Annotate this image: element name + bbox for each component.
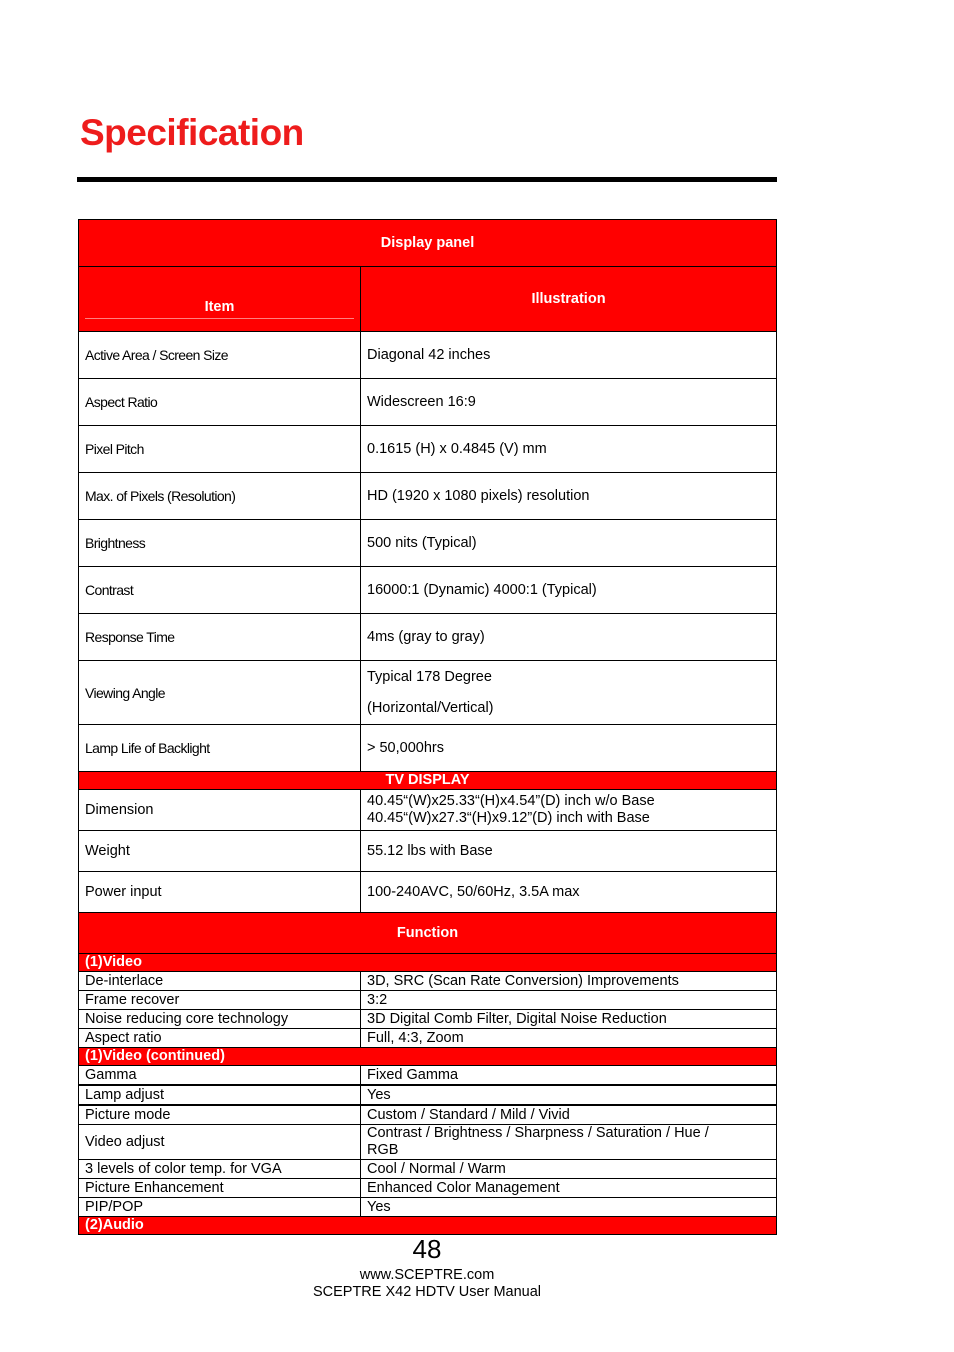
spec-value-line: RGB: [367, 1142, 399, 1158]
spec-value-line: Contrast / Brightness / Sharpness / Saturation / Hue /: [367, 1125, 709, 1141]
tv-display-header: TV DISPLAY: [79, 772, 777, 790]
spec-value: [361, 661, 777, 725]
footer-website: www.SCEPTRE.com: [359, 1267, 495, 1283]
spec-item: Aspect ratio: [79, 1029, 361, 1048]
title-rule: [77, 177, 777, 182]
spec-value-line: 40.45“(W)x27.3“(H)x9.12”(D) inch with Base: [367, 810, 650, 826]
spec-item: Lamp Life of Backlight: [79, 725, 361, 772]
spec-item: Picture Enhancement: [79, 1179, 361, 1198]
table-row: [79, 1066, 777, 1086]
spec-item: 3 levels of color temp. for VGA: [79, 1160, 361, 1179]
spec-item: Weight: [79, 831, 361, 872]
spec-table: [78, 219, 776, 1235]
spec-value: Cool / Normal / Warm: [361, 1160, 777, 1179]
table-row: [79, 991, 777, 1010]
function-header: Function: [79, 913, 777, 954]
table-row: [79, 1085, 777, 1105]
audio-header-row: [79, 1217, 777, 1235]
spec-value: Yes: [361, 1085, 777, 1105]
tv-display-header-row: [79, 772, 777, 790]
table-row: [79, 831, 777, 872]
spec-item: Aspect Ratio: [79, 379, 361, 426]
spec-value: 0.1615 (H) x 0.4845 (V) mm: [361, 426, 777, 473]
spec-item: Frame recover: [79, 991, 361, 1010]
spec-value-line: (Horizontal/Vertical): [367, 699, 494, 716]
col-illustration-header: Illustration: [361, 267, 777, 332]
function-header-row: [79, 913, 777, 954]
table-row: [79, 1125, 777, 1160]
table-row: [79, 614, 777, 661]
col-item-header: [79, 267, 361, 332]
col-item-label: Item: [85, 298, 354, 319]
spec-value: HD (1920 x 1080 pixels) resolution: [361, 473, 777, 520]
table-row: [79, 1105, 777, 1125]
spec-value: 500 nits (Typical): [361, 520, 777, 567]
table-row: [79, 1179, 777, 1198]
table-row: [79, 1198, 777, 1217]
table-row: [79, 725, 777, 772]
table-row: [79, 520, 777, 567]
spec-item: Active Area / Screen Size: [79, 332, 361, 379]
spec-value: Diagonal 42 inches: [361, 332, 777, 379]
display-panel-header-row: [79, 220, 777, 267]
spec-value: 3D, SRC (Scan Rate Conversion) Improvements: [361, 972, 777, 991]
spec-item: Viewing Angle: [79, 661, 361, 725]
table-row: [79, 332, 777, 379]
spec-item: Lamp adjust: [79, 1085, 361, 1105]
table-row: [79, 1160, 777, 1179]
table-row: [79, 1010, 777, 1029]
table-row: [79, 426, 777, 473]
spec-item: PIP/POP: [79, 1198, 361, 1217]
spec-value: Full, 4:3, Zoom: [361, 1029, 777, 1048]
display-panel-header: Display panel: [79, 220, 777, 267]
table-row: [79, 790, 777, 831]
footer-manual-title: SCEPTRE X42 HDTV User Manual: [312, 1284, 542, 1300]
spec-item: Response Time: [79, 614, 361, 661]
video-continued-header-row: [79, 1048, 777, 1066]
spec-value: Custom / Standard / Mild / Vivid: [361, 1105, 777, 1125]
video-continued-header: (1)Video (continued): [79, 1048, 777, 1066]
spec-value: Widescreen 16:9: [361, 379, 777, 426]
spec-value: Fixed Gamma: [361, 1066, 777, 1086]
spec-item: Video adjust: [79, 1125, 361, 1160]
video-header-row: [79, 954, 777, 972]
spec-value: 3D Digital Comb Filter, Digital Noise Reduction: [361, 1010, 777, 1029]
table-row: [79, 872, 777, 913]
spec-value: > 50,000hrs: [361, 725, 777, 772]
spec-item: Picture mode: [79, 1105, 361, 1125]
spec-item: De-interlace: [79, 972, 361, 991]
spec-value-line: Typical 178 Degree: [367, 668, 492, 685]
spec-item: Max. of Pixels (Resolution): [79, 473, 361, 520]
spec-item: Pixel Pitch: [79, 426, 361, 473]
audio-header: (2)Audio: [79, 1217, 777, 1235]
table-row: [79, 379, 777, 426]
spec-value: 4ms (gray to gray): [361, 614, 777, 661]
spec-item: Contrast: [79, 567, 361, 614]
spec-value: Yes: [361, 1198, 777, 1217]
table-row: [79, 567, 777, 614]
page-title: Specification: [80, 112, 304, 153]
spec-value: 3:2: [361, 991, 777, 1010]
table-row: [79, 972, 777, 991]
spec-value: 55.12 lbs with Base: [361, 831, 777, 872]
table-row: [79, 473, 777, 520]
spec-item: Dimension: [79, 790, 361, 831]
spec-item: Noise reducing core technology: [79, 1010, 361, 1029]
spec-value: Enhanced Color Management: [361, 1179, 777, 1198]
spec-item: Brightness: [79, 520, 361, 567]
spec-value: [361, 1125, 777, 1160]
page-number: 48: [412, 1234, 442, 1264]
spec-item: Gamma: [79, 1066, 361, 1086]
spec-value: [361, 790, 777, 831]
spec-value-line: 40.45“(W)x25.33“(H)x4.54”(D) inch w/o Base: [367, 793, 655, 809]
table-row: [79, 661, 777, 725]
spec-value: 100-240AVC, 50/60Hz, 3.5A max: [361, 872, 777, 913]
video-header: (1)Video: [79, 954, 777, 972]
column-header-row: [79, 267, 777, 332]
spec-item: Power input: [79, 872, 361, 913]
table-row: [79, 1029, 777, 1048]
spec-value: 16000:1 (Dynamic) 4000:1 (Typical): [361, 567, 777, 614]
